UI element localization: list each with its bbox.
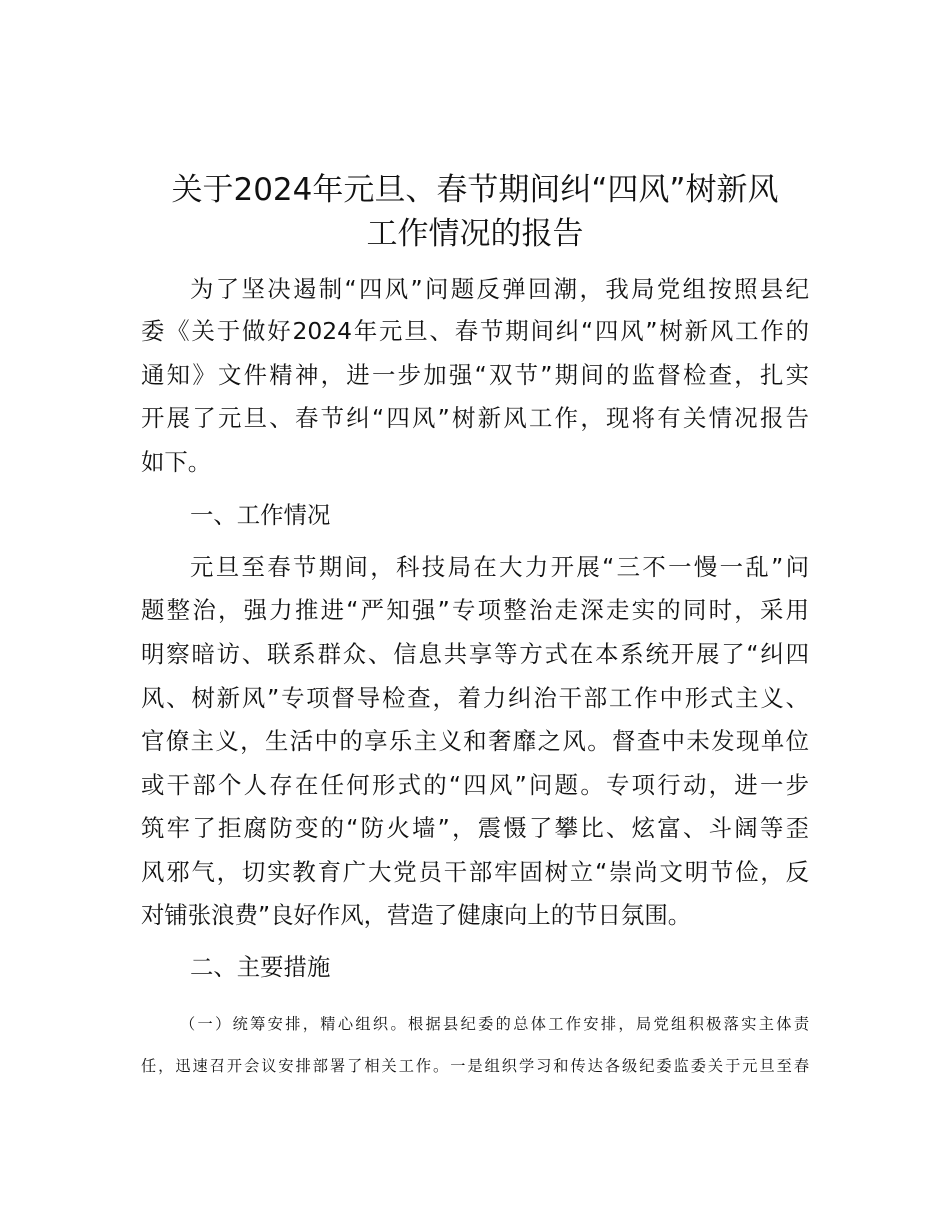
paragraph-line: 任，迅速召开会议安排部署了相关工作。一是组织学习和传达各级纪委监委关于元旦至春	[141, 1057, 809, 1075]
paragraph-line: 对铺张浪费”良好作风，营造了健康向上的节日氛围。	[141, 901, 692, 929]
paragraph-line: 或干部个人存在任何形式的“四风”问题。专项行动，进一步	[141, 771, 809, 799]
paragraph-line: 委《关于做好2024年元旦、春节期间纠“四风”树新风工作的	[141, 317, 809, 345]
paragraph-line: 风邪气，切实教育广大党员干部牢固树立“崇尚文明节俭，反	[141, 858, 809, 886]
paragraph-line: 为了坚决遏制“四风”问题反弹回潮，我局党组按照县纪	[190, 275, 809, 303]
paragraph-line: 风、树新风”专项督导检查，着力纠治干部工作中形式主义、	[141, 684, 809, 712]
paragraph-line: 开展了元旦、春节纠“四风”树新风工作，现将有关情况报告	[141, 404, 809, 432]
paragraph-line: 官僚主义，生活中的享乐主义和奢靡之风。督查中未发现单位	[141, 727, 809, 755]
paragraph-line: 筑牢了拒腐防变的“防火墙”，震慑了攀比、炫富、斗阔等歪	[141, 814, 809, 842]
paragraph-line: 题整治，强力推进“严知强”专项整治走深走实的同时，采用	[141, 596, 809, 624]
section-heading-2: 二、主要措施	[190, 953, 331, 981]
paragraph-line: 如下。	[141, 448, 212, 476]
document-title-line-2: 工作情况的报告	[366, 216, 584, 252]
paragraph-line: 元旦至春节期间，科技局在大力开展“三不一慢一乱”问	[190, 553, 809, 581]
paragraph-line: （一）统筹安排，精心组织。根据县纪委的总体工作安排，局党组积极落实主体责	[180, 1015, 809, 1033]
section-heading-1: 一、工作情况	[190, 501, 331, 529]
paragraph-line: 通知》文件精神，进一步加强“双节”期间的监督检查，扎实	[141, 361, 809, 389]
paragraph-line: 明察暗访、联系群众、信息共享等方式在本系统开展了“纠四	[141, 640, 809, 668]
document-title-line-1: 关于2024年元旦、春节期间纠“四风”树新风	[171, 172, 779, 208]
